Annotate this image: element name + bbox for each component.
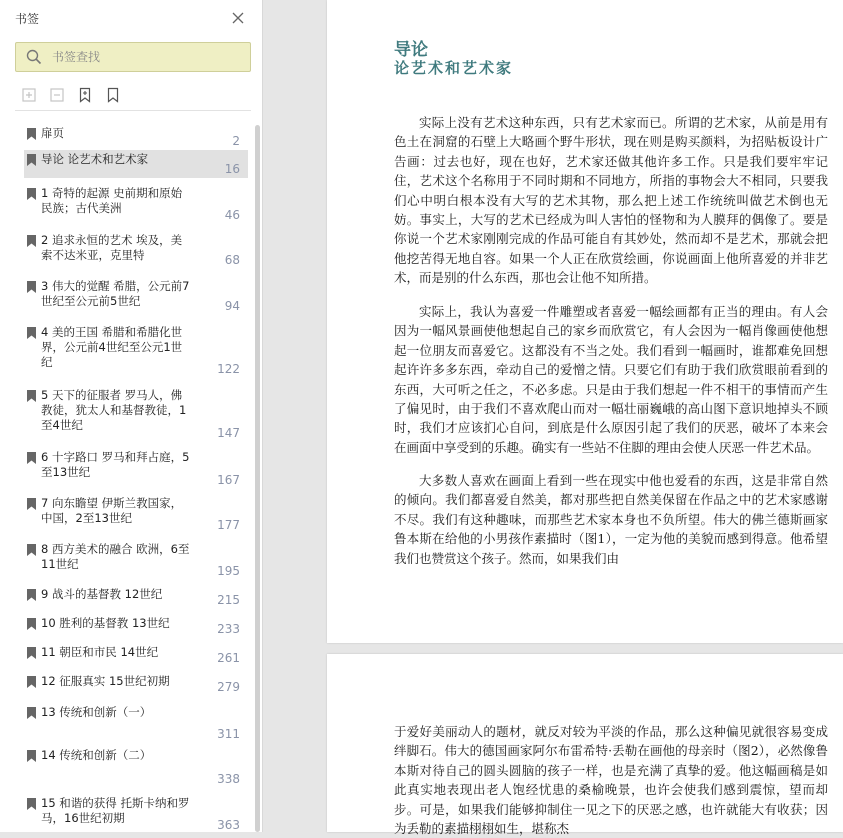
collapse-icon xyxy=(48,86,66,104)
bookmark-label: 4 美的王国 希腊和希腊化世界，公元前4世纪至公元1世纪 xyxy=(41,325,183,369)
bookmark-icon xyxy=(27,798,36,810)
bookmark-page-number: 122 xyxy=(217,362,240,376)
bookmark-page-number: 147 xyxy=(217,426,240,440)
toolbar-divider xyxy=(15,110,251,111)
bookmark-icon xyxy=(27,707,36,719)
bookmark-icon xyxy=(27,676,36,688)
bookmark-item[interactable] xyxy=(24,614,248,640)
bookmark-label: 9 战斗的基督教 12世纪 xyxy=(41,587,163,601)
bookmark-item[interactable] xyxy=(24,540,248,582)
bookmark-page-number: 233 xyxy=(217,622,240,636)
bookmark-label: 14 传统和创新（二） xyxy=(41,748,152,762)
bookmark-label: 3 伟大的觉醒 希腊，公元前7世纪至公元前5世纪 xyxy=(41,279,190,308)
close-icon xyxy=(228,8,248,28)
bookmark-label: 12 征服真实 15世纪初期 xyxy=(41,674,170,688)
bookmark-label: 导论 论艺术和艺术家 xyxy=(41,152,149,166)
bookmark-page-number: 68 xyxy=(224,253,240,267)
body-paragraph: 实际上，我认为喜爱一件雕塑或者喜爱一幅绘画都有正当的理由。有人会因为一幅风景画使他想起自己的家乡而欣赏它，有人会因为一幅肖像画使他想起一位朋友而喜爱它。这都没有不当之处。我们看到一幅画时，谁都难免回想起许许多多东西，牵动自己的爱憎之情。只要它们有助于我们欣赏眼前看到的东西，大可听之任之，不必多虑。只是由于我们想起一件不相干的事情而产生了偏见时，由于我们不喜欢爬山而对一幅壮丽巍峨的高山图下意识地掉头不顾时，我们才应该扪心自问，到底是什么原因引起了我们的厌恶，破坏了本来会在画面中享受到的乐趣。确实有一些站不住脚的理由会使人厌恶一件艺术品。 xyxy=(394,304,828,455)
bookmark-icon xyxy=(104,86,122,104)
bookmark-icon xyxy=(27,618,36,630)
bookmark-search-input[interactable] xyxy=(52,47,242,67)
sidebar-scrollbar[interactable] xyxy=(255,125,260,832)
bookmark-item[interactable] xyxy=(24,323,248,379)
bookmark-item[interactable] xyxy=(24,150,248,178)
bookmark-page-number: 338 xyxy=(217,772,240,786)
bookmark-label: 2 追求永恒的艺术 埃及，美索不达米亚，克里特 xyxy=(41,233,183,262)
bookmark-icon xyxy=(27,188,36,200)
bookmark-item[interactable] xyxy=(24,746,248,788)
bookmark-page-number: 177 xyxy=(217,518,240,532)
bookmark-item[interactable] xyxy=(24,124,248,152)
close-sidebar-button[interactable] xyxy=(228,8,248,28)
document-page xyxy=(327,654,843,837)
bookmark-item[interactable] xyxy=(24,672,248,698)
bookmark-page-number: 363 xyxy=(217,818,240,832)
bookmark-page-number: 311 xyxy=(217,727,240,741)
bookmark-label: 7 向东瞻望 伊斯兰教国家，中国，2至13世纪 xyxy=(41,496,183,525)
bookmark-label: 15 和谐的获得 托斯卡纳和罗马，16世纪初期 xyxy=(41,796,190,825)
bookmark-item[interactable] xyxy=(24,703,248,743)
bookmark-label: 11 朝臣和市民 14世纪 xyxy=(41,645,159,659)
bookmark-icon xyxy=(27,235,36,247)
bookmark-label: 5 天下的征服者 罗马人，佛教徒，犹太人和基督教徒，1至4世纪 xyxy=(41,388,187,432)
bookmark-page-number: 94 xyxy=(224,299,240,313)
sidebar-title: 书签 xyxy=(15,12,40,26)
bookmark-item[interactable] xyxy=(24,794,248,832)
chapter-subtitle: 论艺术和艺术家 xyxy=(394,59,514,77)
bookmark-icon xyxy=(27,452,36,464)
bookmark-button[interactable] xyxy=(104,86,122,104)
bookmark-item[interactable] xyxy=(24,231,248,275)
document-page xyxy=(327,0,843,643)
expand-all-button[interactable] xyxy=(20,86,38,104)
body-paragraph: 大多数人喜欢在画面上看到一些在现实中他也爱看的东西，这是非常自然的倾向。我们都喜爱自然美，都对那些把自然美保留在作品之中的艺术家感谢不尽。我们有这种趣味，而那些艺术家本身也不负所望。伟大的佛兰德斯画家鲁本斯在给他的小男孩作素描时（图1），一定为他的美貌而感到得意。他希望我们也赞赏这个孩子。然而，如果我们由 xyxy=(394,473,828,566)
bookmark-page-number: 2 xyxy=(232,134,240,148)
bookmark-icon xyxy=(27,327,36,339)
bookmark-item[interactable] xyxy=(24,494,248,536)
bookmark-page-number: 16 xyxy=(224,162,240,176)
bookmark-page-number: 46 xyxy=(224,208,240,222)
add-bookmark-button[interactable] xyxy=(76,86,94,104)
bookmark-item[interactable] xyxy=(24,585,248,611)
bookmark-icon xyxy=(27,128,36,140)
bookmark-page-number: 279 xyxy=(217,680,240,694)
bookmark-label: 8 西方美术的融合 欧洲，6至11世纪 xyxy=(41,542,190,571)
bookmark-label: 13 传统和创新（一） xyxy=(41,705,152,719)
body-paragraph: 实际上没有艺术这种东西，只有艺术家而已。所谓的艺术家，从前是用有色土在洞窟的石壁上大略画个野牛形状，现在则是购买颜料，为招贴板设计广告画：过去也好，现在也好，艺术家还做其他许多工作。只是我们要牢牢记住，艺术这个名称用于不同时期和不同地方，所指的事物会大不相同，只要我们心中明白根本没有大写的艺术其物，那么把上述工作统统叫做艺术倒也无妨。事实上，大写的艺术已经成为叫人害怕的怪物和为人膜拜的偶像了。要是你说一个艺术家刚刚完成的作品可能自有其妙处，然而却不是艺术，那就会把他挖苦得无地自容。如果一个人正在欣赏绘画，你说画面上他所喜爱的并非艺术，而是别的什么东西，那也会让他不知所措。 xyxy=(394,115,828,286)
bookmark-icon xyxy=(27,498,36,510)
bookmark-page-number: 215 xyxy=(217,593,240,607)
expand-icon xyxy=(20,86,38,104)
bookmark-label: 1 奇特的起源 史前期和原始民族；古代美洲 xyxy=(41,186,183,215)
bookmark-item[interactable] xyxy=(24,643,248,669)
bookmark-icon xyxy=(27,154,36,166)
bookmark-icon xyxy=(27,544,36,556)
bookmark-label: 扉页 xyxy=(41,126,64,140)
bookmark-sidebar xyxy=(0,0,263,832)
body-paragraph: 于爱好美丽动人的题材，就反对较为平淡的作品，那么这种偏见就很容易变成绊脚石。伟大的德国画家阿尔布雷希特·丢勒在画他的母亲时（图2），必然像鲁本斯对待自己的圆头圆脑的孩子一样，也是充满了真挚的爱。他这幅画稿是如此真实地表现出老人饱经忧患的桑榆晚景，也许会使我们感到震惊，望而却步。可是，如果我们能够抑制住一见之下的厌恶之感，也许就能大有收获；因为丢勒的素描栩栩如生，堪称杰 xyxy=(394,724,828,837)
bookmark-page-number: 195 xyxy=(217,564,240,578)
bookmark-page-number: 167 xyxy=(217,473,240,487)
bookmark-item[interactable] xyxy=(24,277,248,319)
bookmark-item[interactable] xyxy=(24,386,248,442)
bookmark-icon xyxy=(27,750,36,762)
bookmark-icon xyxy=(27,647,36,659)
bookmark-icon xyxy=(27,390,36,402)
bookmark-icon xyxy=(27,589,36,601)
bookmark-label: 10 胜利的基督教 13世纪 xyxy=(41,616,170,630)
bookmark-item[interactable] xyxy=(24,448,248,488)
bookmark-add-icon xyxy=(76,86,94,104)
bookmark-label: 6 十字路口 罗马和拜占庭，5至13世纪 xyxy=(41,450,190,479)
chapter-title: 导论 xyxy=(394,40,428,60)
bookmark-page-number: 261 xyxy=(217,651,240,665)
bookmark-icon xyxy=(27,281,36,293)
bookmark-item[interactable] xyxy=(24,184,248,226)
search-icon xyxy=(26,49,42,65)
collapse-all-button[interactable] xyxy=(48,86,66,104)
bookmark-search-box[interactable] xyxy=(15,42,251,72)
